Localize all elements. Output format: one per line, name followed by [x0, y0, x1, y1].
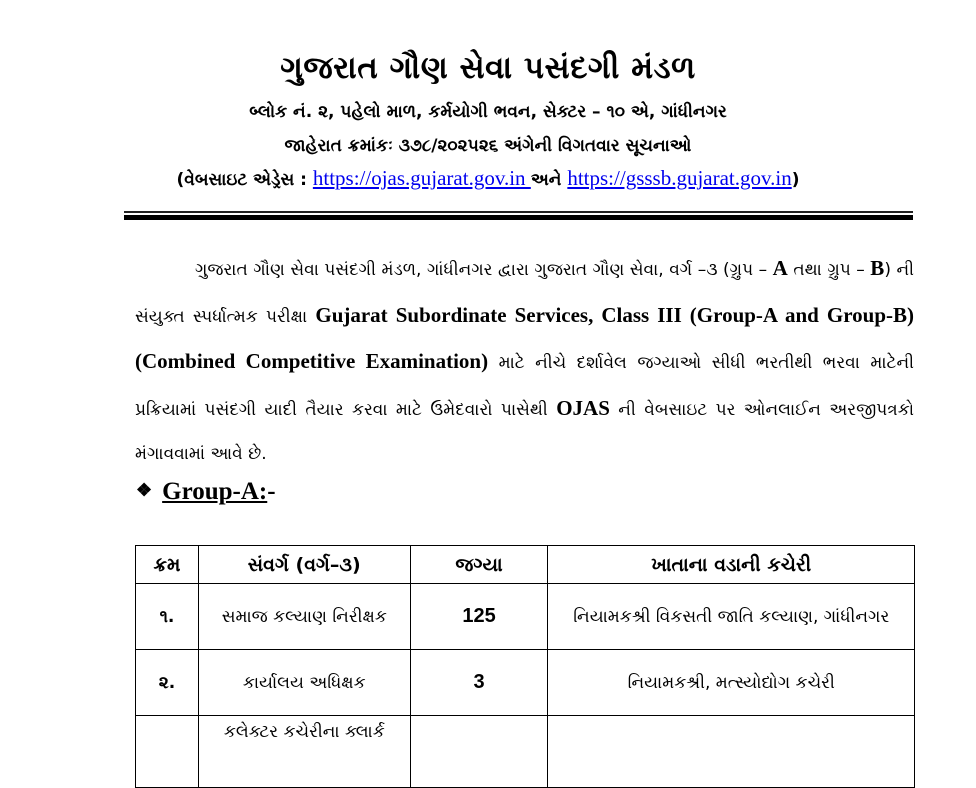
intro-text-5: ની વેબસાઇટ પર ઓનલાઈન અરજીપત્રકો મંગાવવામાં આવે છે. — [135, 399, 914, 464]
intro-text-2: તથા ગ્રુપ – — [787, 260, 871, 280]
header-posts: જગ્યા — [410, 546, 548, 584]
cell-cadre: સમાજ કલ્યાણ નિરીક્ષક — [198, 584, 410, 650]
ojas-link[interactable]: https://ojas.gujarat.gov.in — [312, 166, 531, 190]
cell-posts — [410, 716, 548, 788]
cell-cadre: કલેક્ટર કચેરીના ક્લાર્ક — [198, 716, 410, 788]
intro-paragraph — [135, 246, 914, 477]
gsssb-link[interactable]: https://gsssb.gujarat.gov.in — [567, 166, 792, 190]
divider-thin — [124, 211, 913, 213]
cell-office: નિયામકશ્રી વિકસતી જાતિ કલ્યાણ, ગાંધીનગર — [548, 584, 915, 650]
posts-table — [135, 545, 915, 788]
website-line — [0, 166, 976, 191]
table-row — [136, 716, 915, 788]
table-row — [136, 584, 915, 650]
website-suffix: ) — [791, 170, 800, 190]
cell-serial — [136, 716, 199, 788]
divider-thick — [124, 215, 913, 220]
header-serial: ક્રમ — [136, 546, 199, 584]
section-heading-group-a — [136, 478, 276, 506]
header-office: ખાતાના વડાની કચેરી — [548, 546, 915, 584]
cell-serial: ૨. — [136, 650, 199, 716]
intro-text-3: ) ની સંયુક્ત સ્પર્ધાત્મક પરીક્ષા — [135, 260, 914, 327]
diamond-bullet-icon: ❖ — [136, 480, 153, 500]
page-title: ગુજરાત ગૌણ સેવા પસંદગી મંડળ — [280, 50, 696, 86]
cell-posts: 3 — [410, 650, 548, 716]
section-heading-suffix: - — [267, 478, 276, 505]
intro-text-1: ગુજરાત ગૌણ સેવા પસંદગી મંડળ, ગાંધીનગર દ્વારા ગુજરાત ગૌણ સેવા, વર્ગ –૩ (ગ્રુપ – — [195, 260, 773, 280]
and-text: અને — [530, 170, 568, 190]
cell-cadre: કાર્યાલય અધિક્ષક — [198, 650, 410, 716]
ojas-label: OJAS — [556, 395, 610, 420]
group-a-label: A — [772, 256, 788, 280]
header-cadre: સંવર્ગ (વર્ગ–૩) — [198, 546, 410, 584]
intro-text-4: માટે નીચે દર્શાવેલ જગ્યાઓ સીધી ભરતીથી ભરવા માટેની પ્રક્રિયામાં પસંદગી યાદી તૈયાર કરવા માટે ઉમેદવારો પાસેથી — [135, 353, 914, 420]
cell-office: નિયામકશ્રી, મત્સ્યોદ્યોગ કચેરી — [548, 650, 915, 716]
address-line: બ્લોક નં. ૨, પહેલો માળ, કર્મયોગી ભવન, સેક્ટર – ૧૦ એ, ગાંધીનગર — [249, 102, 727, 122]
table-header-row — [136, 546, 915, 584]
section-heading-text: Group-A: — [162, 478, 268, 505]
cell-posts: 125 — [410, 584, 548, 650]
website-prefix: (વેબસાઇટ એડ્રેસ : — [176, 170, 313, 190]
cell-serial: ૧. — [136, 584, 199, 650]
exam-name: Gujarat Subordinate Services, Class III (Group-A and Group-B) (Combined Competitive Examination) — [135, 302, 914, 373]
table-row — [136, 650, 915, 716]
notice-heading: જાહેરાત ક્રમાંકઃ ૩૭૮/૨૦૨૫૨૬ અંગેની વિગતવાર સૂચનાઓ — [284, 136, 692, 156]
cell-office — [548, 716, 915, 788]
group-b-label: B — [870, 256, 885, 280]
